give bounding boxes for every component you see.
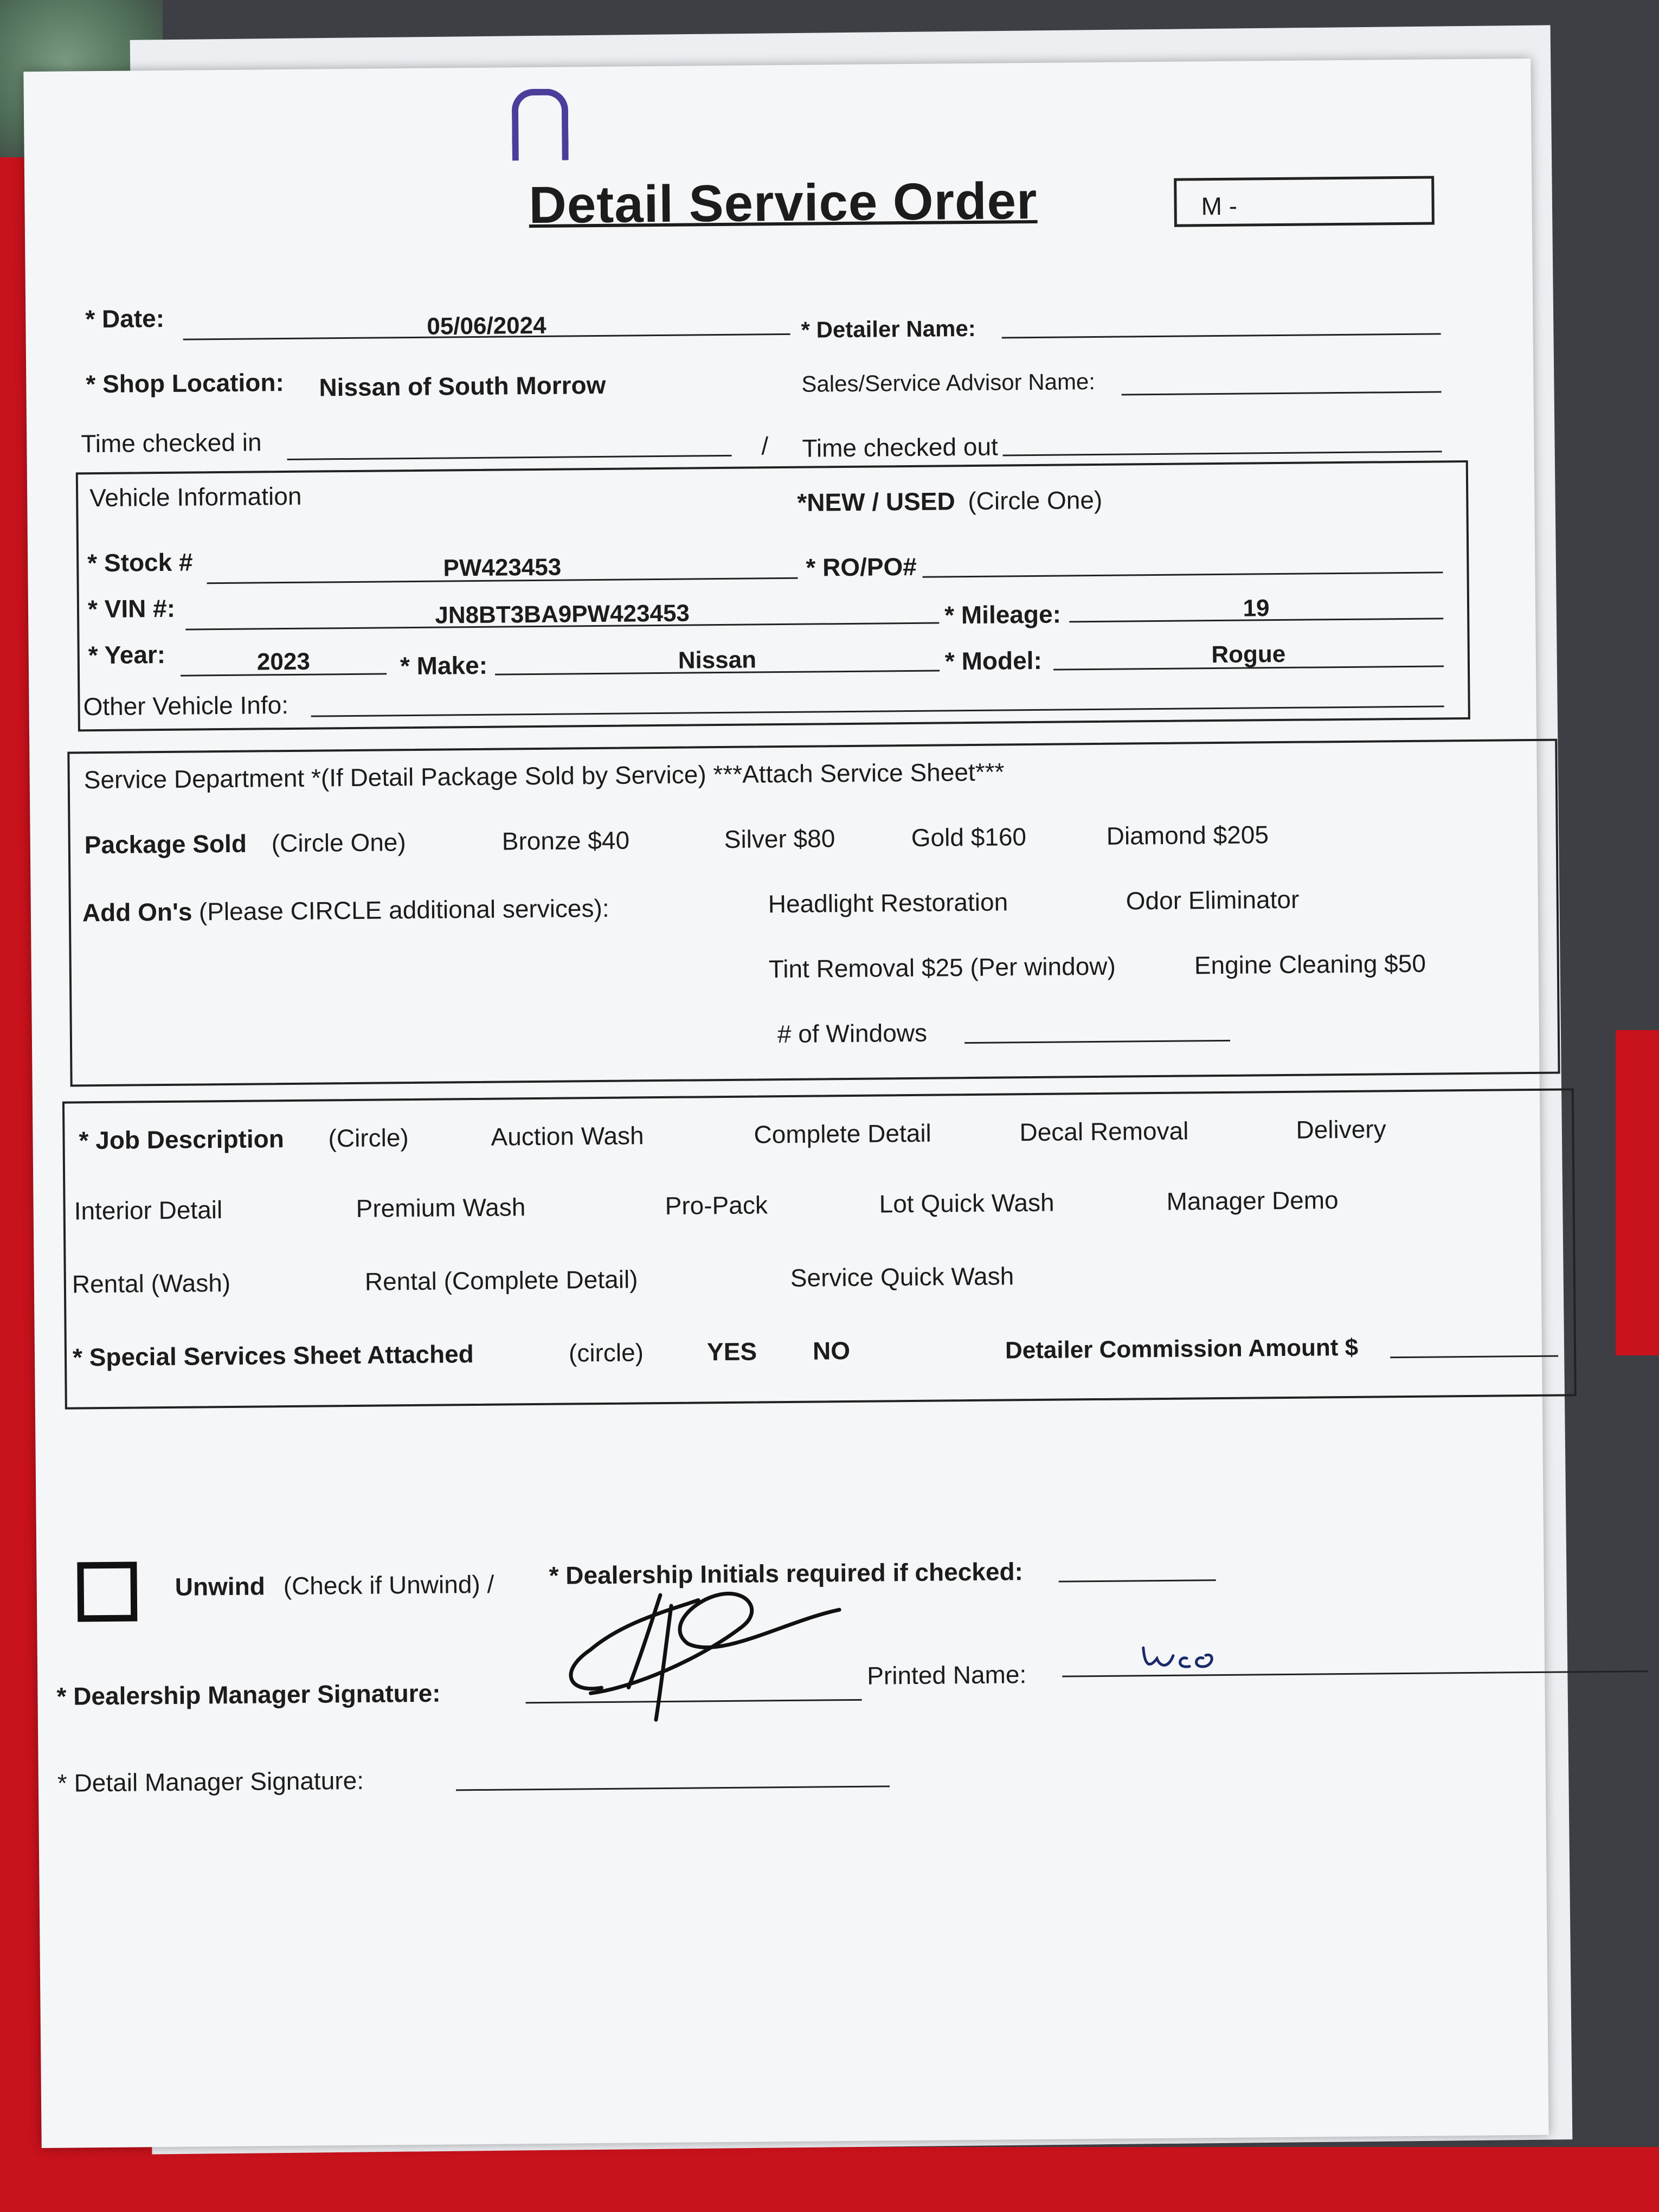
job-lot-quick-wash[interactable]: Lot Quick Wash (879, 1188, 1054, 1218)
dealership-initials-line[interactable] (1059, 1579, 1216, 1583)
special-services-no[interactable]: NO (812, 1336, 851, 1365)
service-order-form (23, 59, 1548, 2148)
red-folder-right (1616, 1030, 1659, 1355)
new-used-label[interactable]: *NEW / USED (797, 487, 955, 517)
time-in-line[interactable] (287, 455, 732, 460)
package-silver[interactable]: Silver $80 (724, 824, 835, 853)
detail-manager-signature-line[interactable] (456, 1785, 890, 1791)
package-diamond[interactable]: Diamond $205 (1106, 820, 1269, 850)
addon-headlight-restoration[interactable]: Headlight Restoration (768, 888, 1008, 918)
dealership-initials-label: * Dealership Initials required if checked: (549, 1557, 1024, 1590)
special-services-label: * Special Services Sheet Attached (72, 1340, 474, 1372)
job-pro-pack[interactable]: Pro-Pack (665, 1191, 768, 1220)
year-label: * Year: (88, 640, 166, 670)
date-label: * Date: (85, 304, 165, 333)
year-value[interactable]: 2023 (256, 648, 311, 676)
vin-value[interactable]: JN8BT3BA9PW423453 (435, 600, 690, 629)
special-services-yes[interactable]: YES (706, 1337, 757, 1366)
stock-label: * Stock # (87, 548, 193, 577)
advisor-name-line[interactable] (1122, 391, 1442, 395)
job-interior-detail[interactable]: Interior Detail (74, 1195, 223, 1225)
service-department-heading: Service Department *(If Detail Package Sold by Service) ***Attach Service Sheet*** (83, 757, 1005, 794)
advisor-name-label: Sales/Service Advisor Name: (801, 368, 1096, 397)
other-vehicle-info-label: Other Vehicle Info: (83, 690, 289, 721)
commission-amount-label: Detailer Commission Amount $ (1005, 1334, 1359, 1364)
special-services-hint: (circle) (568, 1338, 644, 1367)
ro-po-label: * RO/PO# (806, 552, 917, 582)
job-auction-wash[interactable]: Auction Wash (491, 1121, 644, 1151)
addon-odor-eliminator[interactable]: Odor Eliminator (1126, 885, 1300, 915)
model-label: * Model: (944, 646, 1043, 676)
form-title: Detail Service Order (529, 171, 1038, 235)
dealership-manager-signature (557, 1577, 862, 1726)
model-value[interactable]: Rogue (1211, 640, 1286, 668)
package-bronze[interactable]: Bronze $40 (501, 826, 630, 856)
package-sold-hint: (Circle One) (271, 828, 406, 858)
mileage-value[interactable]: 19 (1243, 595, 1270, 622)
new-used-hint: (Circle One) (968, 485, 1103, 516)
job-description-hint: (Circle) (328, 1123, 409, 1153)
vin-label: * VIN #: (87, 594, 176, 623)
detailer-name-label: * Detailer Name: (801, 315, 976, 343)
shop-location-label: * Shop Location: (86, 368, 285, 398)
package-sold-label: Package Sold (84, 829, 247, 859)
job-delivery[interactable]: Delivery (1296, 1115, 1386, 1144)
add-ons-label: Add On's (82, 897, 192, 927)
unwind-label: Unwind (175, 1572, 266, 1601)
job-service-quick-wash[interactable]: Service Quick Wash (790, 1262, 1014, 1292)
add-ons-hint: (Please CIRCLE additional services): (198, 893, 609, 926)
addon-tint-removal[interactable]: Tint Removal $25 (Per window) (768, 951, 1116, 983)
job-rental-wash[interactable]: Rental (Wash) (72, 1268, 231, 1298)
make-label: * Make: (400, 651, 488, 680)
job-rental-complete-detail[interactable]: Rental (Complete Detail) (364, 1265, 638, 1296)
mileage-label: * Mileage: (944, 600, 1062, 629)
time-out-label: Time checked out (802, 432, 999, 462)
detail-manager-signature-label: * Detail Manager Signature: (57, 1766, 364, 1797)
vehicle-info-heading: Vehicle Information (89, 481, 302, 512)
job-complete-detail[interactable]: Complete Detail (754, 1118, 931, 1149)
binder-clip (512, 88, 569, 160)
time-out-line[interactable] (1003, 451, 1442, 456)
printed-name-label: Printed Name: (866, 1660, 1027, 1690)
shop-location-value: Nissan of South Morrow (319, 370, 606, 402)
job-premium-wash[interactable]: Premium Wash (356, 1193, 526, 1223)
detailer-name-line[interactable] (1002, 333, 1441, 338)
windows-count-label: # of Windows (777, 1018, 928, 1049)
job-manager-demo[interactable]: Manager Demo (1166, 1186, 1339, 1216)
dealership-manager-signature-label: * Dealership Manager Signature: (56, 1679, 441, 1711)
job-description-label: * Job Description (79, 1124, 285, 1155)
printed-name-handwriting (1138, 1636, 1236, 1675)
job-decal-removal[interactable]: Decal Removal (1019, 1116, 1189, 1147)
make-value[interactable]: Nissan (678, 646, 757, 674)
time-separator: / (761, 432, 769, 460)
unwind-checkbox[interactable] (77, 1561, 137, 1622)
addon-engine-cleaning[interactable]: Engine Cleaning $50 (1194, 949, 1426, 980)
date-value[interactable]: 05/06/2024 (427, 312, 546, 340)
red-folder-bottom (0, 2147, 1659, 2212)
order-number-box[interactable]: M - (1174, 176, 1435, 227)
stock-value[interactable]: PW423453 (443, 554, 562, 582)
package-gold[interactable]: Gold $160 (911, 822, 1027, 852)
time-in-label: Time checked in (81, 428, 262, 458)
unwind-hint: (Check if Unwind) / (283, 1570, 494, 1600)
